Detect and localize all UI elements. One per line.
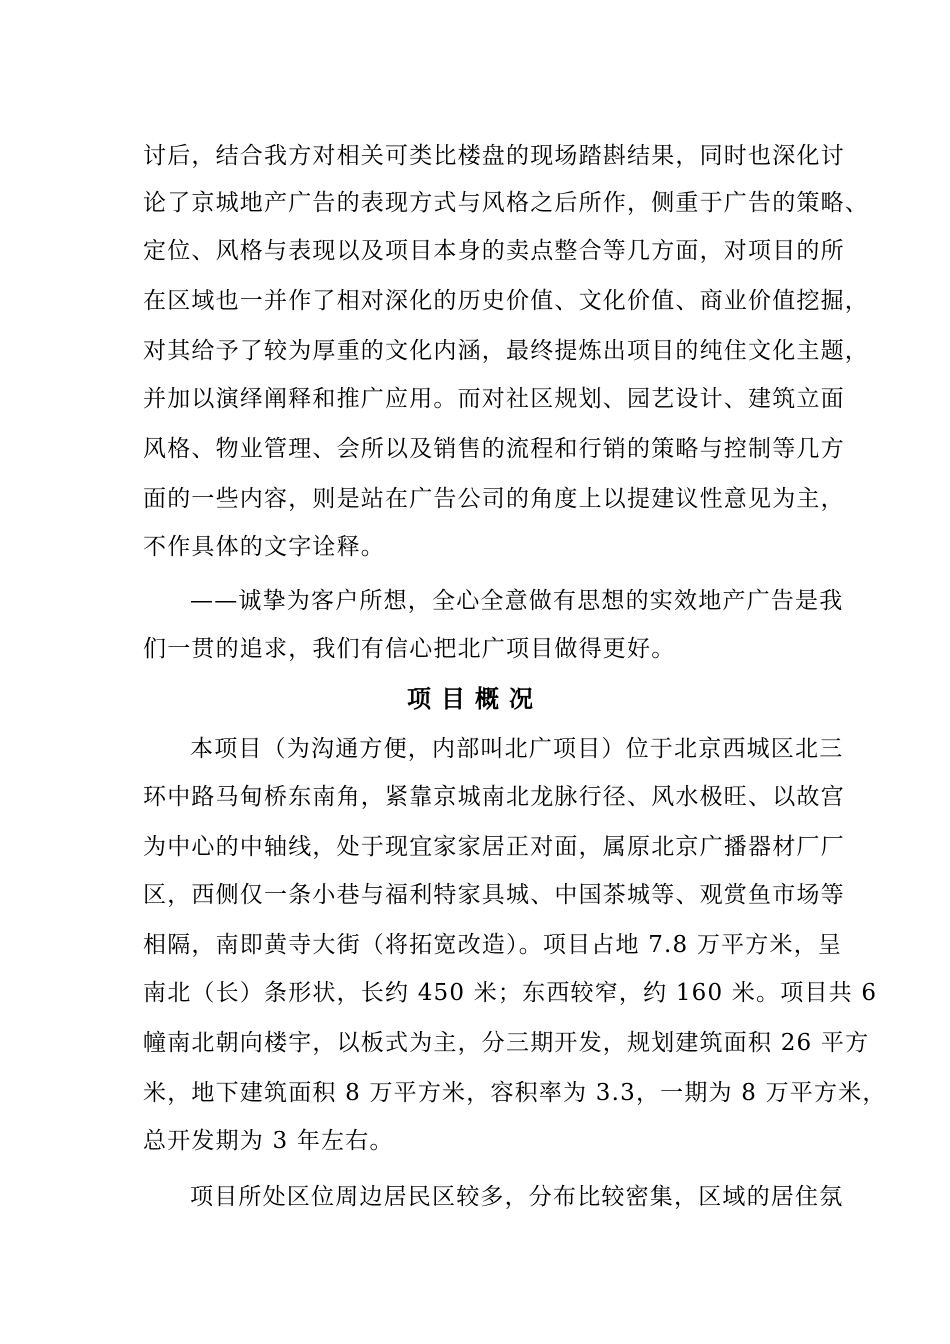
intro-line-4: 在区域也一并作了相对深化的历史价值、文化价值、商业价值挖掘，: [143, 288, 869, 314]
section-heading: 项目概况: [407, 685, 543, 713]
overview-line-8: 米，地下建筑面积 8 万平方米，容积率为 3.3，一期为 8 万平方米，: [143, 1080, 887, 1106]
overview-line-4: 区，西侧仅一条小巷与福利特家具城、中国茶城等、观赏鱼市场等: [143, 882, 845, 908]
overview-line-7: 幢南北朝向楼宇，以板式为主，分三期开发，规划建筑面积 26 平方: [143, 1030, 870, 1056]
overview-line-5: 相隔，南即黄寺大街（将拓宽改造）。项目占地 7.8 万平方米，呈: [143, 932, 843, 958]
intro-line-5: 对其给予了较为厚重的文化内涵，最终提炼出项目的纯住文化主题，: [143, 338, 869, 364]
intro-line-6: 并加以演绎阐释和推广应用。而对社区规划、园艺设计、建筑立面: [143, 386, 845, 412]
intro-line-3: 定位、风格与表现以及项目本身的卖点整合等几方面，对项目的所: [143, 238, 845, 264]
intro-line-9: 不作具体的文字诠释。: [143, 534, 385, 560]
overview-line-1: 本项目（为沟通方便，内部叫北广项目）位于北京西城区北三: [190, 736, 844, 762]
surroundings-line-1: 项目所处区位周边居民区较多，分布比较密集，区域的居住氛: [190, 1184, 844, 1210]
overview-line-2: 环中路马甸桥东南角，紧靠京城南北龙脉行径、风水极旺、以故宫: [143, 784, 845, 810]
overview-line-6: 南北（长）条形状，长约 450 米；东西较窄，约 160 米。项目共 6: [143, 980, 878, 1006]
intro-line-2: 论了京城地产广告的表现方式与风格之后所作，侧重于广告的策略、: [143, 190, 869, 216]
intro-line-1: 讨后，结合我方对相关可类比楼盘的现场踏斟结果，同时也深化讨: [143, 143, 845, 169]
overview-line-3: 为中心的中轴线，处于现宜家家居正对面，属原北京广播器材厂厂: [143, 834, 845, 860]
motto-line-1: ——诚挚为客户所想，全心全意做有思想的实效地产广告是我: [190, 588, 844, 614]
intro-line-7: 风格、物业管理、会所以及销售的流程和行销的策略与控制等几方: [143, 436, 845, 462]
motto-line-2: 们一贯的追求，我们有信心把北广项目做得更好。: [143, 636, 676, 662]
overview-line-9: 总开发期为 3 年左右。: [143, 1128, 394, 1154]
intro-line-8: 面的一些内容，则是站在广告公司的角度上以提建议性意见为主，: [143, 486, 845, 512]
